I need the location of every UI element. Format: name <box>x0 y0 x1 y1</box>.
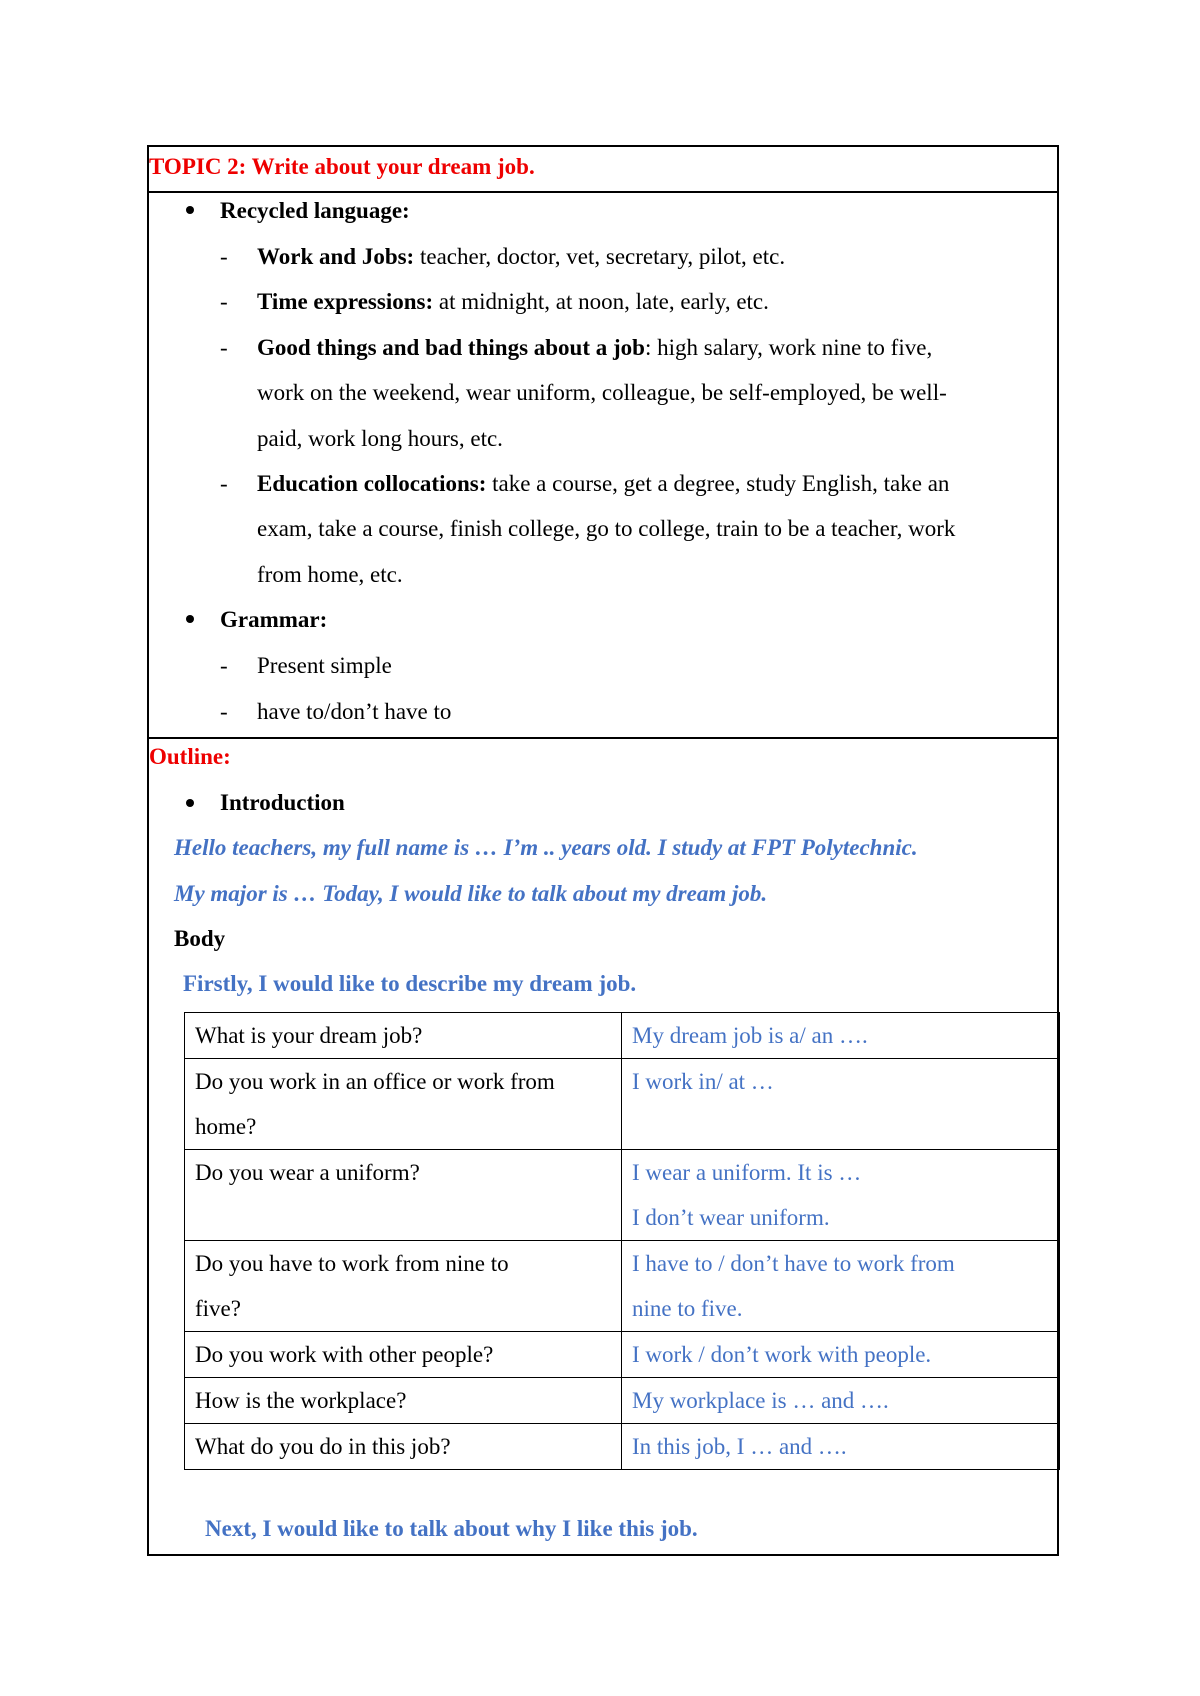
grammar-item-have-to: have to/don’t have to <box>257 699 452 724</box>
body-heading: Body <box>174 926 226 951</box>
table-row <box>185 1241 1060 1332</box>
qa-table <box>184 1012 1060 1470</box>
bullet-icon <box>186 615 194 623</box>
outline-label: Outline: <box>149 744 231 769</box>
recycled-item-good-bad-line3: paid, work long hours, etc. <box>257 426 503 451</box>
dash-icon: - <box>220 653 228 678</box>
table-row <box>185 1332 1060 1378</box>
divider-topic <box>147 191 1059 193</box>
answer-cell: I work in/ at … <box>622 1059 1060 1150</box>
intro-line-1: Hello teachers, my full name is … I’m .. years old. I study at FPT Polytechnic. <box>174 835 918 860</box>
table-row <box>185 1150 1060 1241</box>
answer-cell: I have to / don’t have to work from nine to five. <box>622 1241 1060 1332</box>
recycled-item-work: Work and Jobs: teacher, doctor, vet, secretary, pilot, etc. <box>257 244 786 269</box>
grammar-heading: Grammar: <box>220 607 328 632</box>
intro-line-2: My major is … Today, I would like to talk about my dream job. <box>174 881 768 906</box>
dash-icon: - <box>220 289 228 314</box>
question-cell: What do you do in this job? <box>185 1424 622 1470</box>
bullet-icon <box>186 206 194 214</box>
recycled-item-education-line3: from home, etc. <box>257 562 403 587</box>
recycled-item-good-bad-line2: work on the weekend, wear uniform, colleague, be self-employed, be well- <box>257 380 947 405</box>
answer-cell: My workplace is … and …. <box>622 1378 1060 1424</box>
question-cell: Do you have to work from nine to five? <box>185 1241 622 1332</box>
question-cell: What is your dream job? <box>185 1013 622 1059</box>
next-line: Next, I would like to talk about why I like this job. <box>205 1516 698 1541</box>
topic-title: TOPIC 2: Write about your dream job. <box>149 154 535 179</box>
bullet-icon <box>186 799 194 807</box>
question-cell: Do you wear a uniform? <box>185 1150 622 1241</box>
recycled-item-education-line2: exam, take a course, finish college, go to college, train to be a teacher, work <box>257 516 956 541</box>
table-row <box>185 1424 1060 1470</box>
table-row <box>185 1378 1060 1424</box>
recycled-heading: Recycled language: <box>220 198 410 223</box>
divider-outline <box>147 737 1059 739</box>
dash-icon: - <box>220 471 228 496</box>
table-row <box>185 1059 1060 1150</box>
dash-icon: - <box>220 244 228 269</box>
dash-icon: - <box>220 699 228 724</box>
recycled-item-time: Time expressions: at midnight, at noon, late, early, etc. <box>257 289 769 314</box>
answer-cell: In this job, I … and …. <box>622 1424 1060 1470</box>
answer-cell: I wear a uniform. It is … I don’t wear uniform. <box>622 1150 1060 1241</box>
question-cell: Do you work in an office or work from home? <box>185 1059 622 1150</box>
recycled-item-education: Education collocations: take a course, get a degree, study English, take an <box>257 471 950 496</box>
introduction-heading: Introduction <box>220 790 345 815</box>
recycled-item-good-bad: Good things and bad things about a job: high salary, work nine to five, <box>257 335 933 360</box>
dash-icon: - <box>220 335 228 360</box>
table-row <box>185 1013 1060 1059</box>
grammar-item-present-simple: Present simple <box>257 653 392 678</box>
question-cell: Do you work with other people? <box>185 1332 622 1378</box>
question-cell: How is the workplace? <box>185 1378 622 1424</box>
firstly-line: Firstly, I would like to describe my dream job. <box>183 971 637 996</box>
answer-cell: I work / don’t work with people. <box>622 1332 1060 1378</box>
answer-cell: My dream job is a/ an …. <box>622 1013 1060 1059</box>
